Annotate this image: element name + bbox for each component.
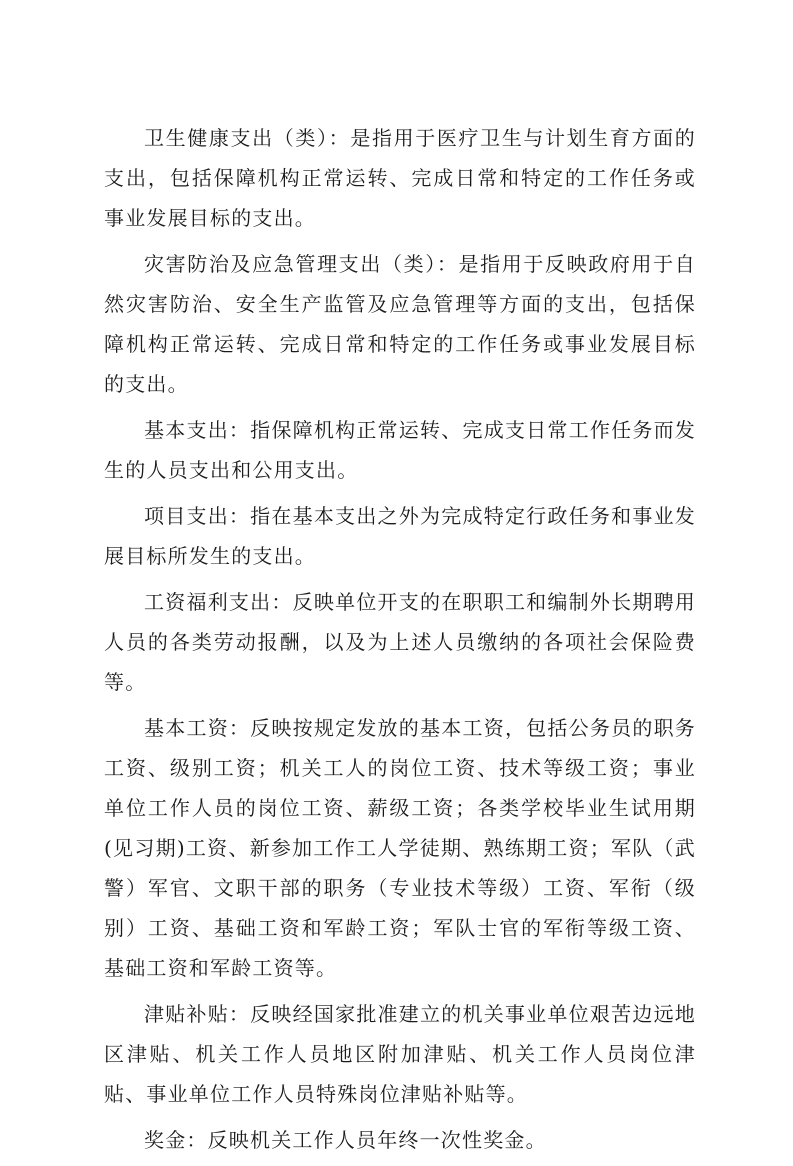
paragraph-bonus: 奖金：反映机关工作人员年终一次性奖金。 [144, 1128, 547, 1152]
paragraph-allowances-subsidies: 津贴补贴：反映经国家批准建立的机关事业单位艰苦边远地区津贴、机关工作人员地区附加津贴、机关工作人员岗位津贴、事业单位工作人员特殊岗位津贴补贴等。 [104, 1002, 696, 1106]
paragraph-disaster-prevention-expenditure: 灾害防治及应急管理支出（类）：是指用于反映政府用于自然灾害防治、安全生产监管及应急管理等方面的支出，包括保障机构正常运转、完成日常和特定的工作任务或事业发展目标的支出。 [104, 252, 696, 396]
paragraph-basic-expenditure: 基本支出：指保障机构正常运转、完成支日常工作任务而发生的人员支出和公用支出。 [104, 418, 696, 482]
paragraph-salary-welfare-expenditure: 工资福利支出：反映单位开支的在职职工和编制外长期聘用人员的各类劳动报酬，以及为上述人员缴纳的各项社会保险费等。 [104, 590, 696, 694]
document-body [104, 118, 696, 1166]
paragraph-project-expenditure: 项目支出：指在基本支出之外为完成特定行政任务和事业发展目标所发生的支出。 [104, 504, 696, 568]
paragraph-health-expenditure: 卫生健康支出（类）：是指用于医疗卫生与计划生育方面的支出，包括保障机构正常运转、完成日常和特定的工作任务或事业发展目标的支出。 [104, 126, 696, 230]
paragraph-basic-salary: 基本工资：反映按规定发放的基本工资，包括公务员的职务工资、级别工资；机关工人的岗位工资、技术等级工资；事业单位工作人员的岗位工资、薪级工资；各类学校毕业生试用期(见习期)工资、新参加工作工人学徒期、熟练期工资；军队（武警）军官、文职干部的职务（专业技术等级）工资、军衔（级别）工资、基础工资和军龄工资；军队士官的军衔等级工资、基础工资和军龄工资等。 [104, 716, 696, 980]
